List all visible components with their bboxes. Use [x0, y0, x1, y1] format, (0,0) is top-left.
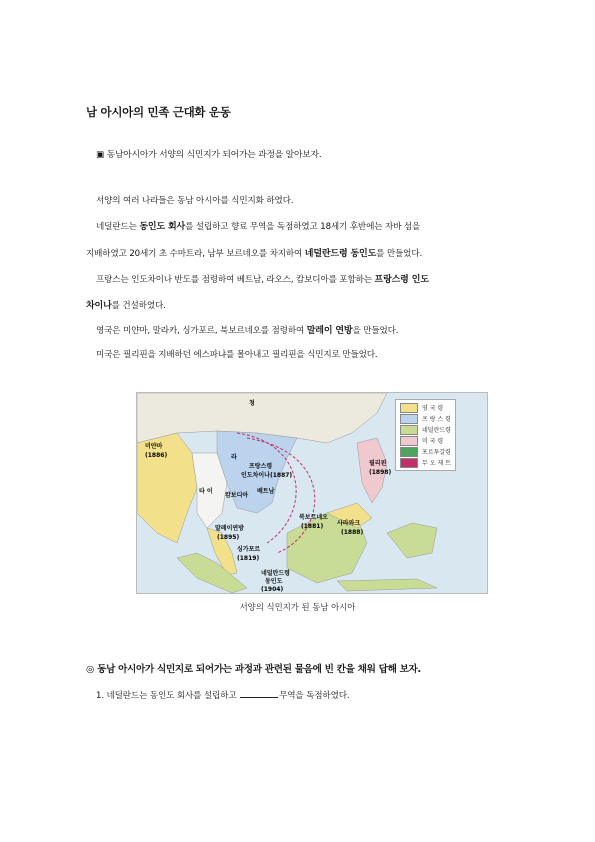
- legend-swatch: [400, 414, 418, 424]
- paragraph-3: [86, 246, 422, 259]
- legend-label: 무 오 제 트: [422, 460, 451, 467]
- intro-text: ▣ 동남아시아가 서양의 식민지가 되어가는 과정을 알아보자.: [96, 150, 322, 160]
- label-burma: 미얀마: [145, 443, 163, 450]
- question-1-text-b: 무역을 독점하였다.: [279, 691, 350, 701]
- legend-swatch: [400, 425, 418, 435]
- label-sarawak: 사라와크: [337, 520, 361, 527]
- paragraph-3-text-a: 지배하였고 20세기 초 수마트라, 남부 보르네오를 차지하여: [86, 249, 305, 259]
- legend-swatch: [400, 436, 418, 446]
- paragraph-1: [96, 194, 293, 206]
- label-indochina: 프랑스령: [249, 463, 273, 470]
- paragraph-2-text-c: 를 설립하고 향료 무역을 독점하였고 18세기 후반에는 자바 섬을: [185, 222, 421, 232]
- paragraph-6: [96, 323, 398, 336]
- legend-label: 영 국 령: [422, 405, 444, 412]
- legend-swatch: [400, 458, 418, 468]
- figure-caption: 서양의 식민지가 된 동남 아시아: [239, 602, 356, 612]
- question-1: [96, 689, 349, 701]
- keyword-malay-federation: 말레이 연방: [306, 326, 353, 336]
- legend-label: 네덜란드령: [422, 427, 451, 434]
- southeast-asia-colonial-map: [136, 392, 488, 594]
- label-dutch-2: 동인도: [265, 578, 283, 585]
- keyword-french-indochina: 프랑스령 인도: [374, 275, 429, 285]
- label-malaya: 말레이연방: [215, 525, 244, 532]
- legend-item: [400, 402, 451, 413]
- label-philippines: 필리핀: [369, 460, 387, 467]
- label-thailand: 타 이: [199, 488, 213, 495]
- paragraph-2: [96, 219, 420, 232]
- legend-item: [400, 446, 451, 457]
- paragraph-2-text-a: 네덜란드는: [96, 222, 140, 232]
- label-north-borneo: 북보르네오: [299, 514, 328, 521]
- legend-label: 포르투갈령: [422, 449, 451, 456]
- question-1-text-a: 1. 네덜란드는 동인도 회사를 설립하고: [96, 691, 240, 701]
- label-singapore: 싱가포르: [237, 546, 261, 553]
- map-legend: [395, 399, 456, 471]
- paragraph-5: [86, 298, 166, 311]
- label-burma-year: (1886): [145, 452, 168, 459]
- legend-label: 프 랑 스 령: [422, 416, 451, 423]
- label-indochina-2: 인도차이나(1887): [241, 472, 293, 479]
- label-cambodia: 캄보디아: [225, 492, 249, 499]
- paragraph-4: [96, 272, 429, 285]
- legend-swatch: [400, 403, 418, 413]
- label-laos: 라: [231, 454, 237, 461]
- label-singapore-year: (1819): [237, 555, 260, 562]
- keyword-east-india-company: 동인도 회사: [139, 222, 186, 232]
- label-sarawak-year: (1888): [341, 529, 364, 536]
- paragraph-7: [96, 348, 378, 360]
- legend-item: [400, 435, 451, 446]
- page-title: 남 아시아의 민족 근대화 운동: [86, 105, 231, 119]
- paragraph-4-text-a: 프랑스는 인도차이나 반도를 점령하여 베트남, 라오스, 캄보디아를 포함하는: [96, 275, 375, 285]
- keyword-french-indochina-cont: 차이나: [86, 301, 112, 311]
- label-malaya-year: (1895): [217, 534, 240, 541]
- paragraph-1-text: 서양의 여러 나라들은 동남 아시아를 식민지화 하였다.: [96, 196, 294, 206]
- label-dutch: 네덜란드령: [261, 570, 290, 577]
- label-philippines-year: (1898): [369, 469, 392, 476]
- legend-swatch: [400, 447, 418, 457]
- legend-item: [400, 457, 451, 468]
- legend-item: [400, 413, 451, 424]
- keyword-dutch-east-indies: 네덜란드령 동인도: [304, 249, 377, 259]
- question-title: ◎ 동남 아시아가 식민지로 되어가는 과정과 관련된 물음에 빈 칸을 채워 답해 보자.: [86, 664, 421, 675]
- paragraph-6-text-c: 을 만들었다.: [352, 326, 399, 336]
- paragraph-3-text-c: 를 만들었다.: [376, 249, 423, 259]
- label-north-borneo-year: (1881): [301, 523, 324, 530]
- paragraph-6-text-a: 영국은 미얀마, 말라카, 싱가포르, 북보르네오를 점령하여: [96, 326, 307, 336]
- legend-item: [400, 424, 451, 435]
- label-vietnam: 베트남: [257, 488, 275, 495]
- paragraph-5-text-c: 를 건설하였다.: [111, 301, 166, 311]
- paragraph-7-text: 미국은 필리핀을 지배하던 에스파냐를 몰아내고 필리핀을 식민지로 만들었다.: [96, 350, 378, 360]
- legend-label: 미 국 령: [422, 438, 444, 445]
- label-china: 청: [249, 400, 255, 407]
- answer-blank[interactable]: [240, 689, 278, 698]
- label-dutch-year: (1904): [261, 586, 284, 593]
